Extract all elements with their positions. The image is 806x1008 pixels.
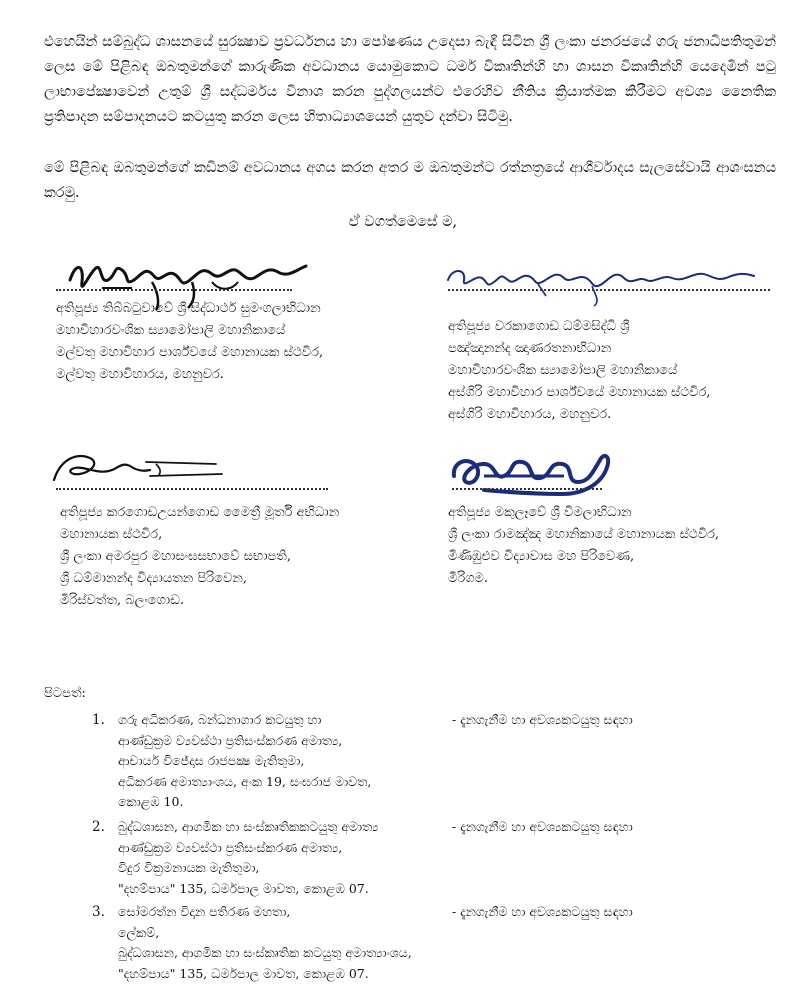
cc-address-line: බුද්ධශාසන, ආගමික හා සංස්කෘතික කටයුතු අමාත්‍යාංශය, — [118, 945, 412, 960]
signatory-3-line: ශ්‍රී ලංකා අමරපුර මහාසංඝසභාවේ සභාපති, — [60, 549, 291, 564]
cc-address-line: කොළඹ 10. — [118, 794, 184, 809]
signature-4-image — [444, 446, 634, 500]
signature-4-line — [452, 488, 602, 490]
signature-1-line — [56, 289, 292, 291]
signature-2-line — [448, 289, 770, 291]
closing-line: ඒ වගත්මෙසේ ම, — [348, 214, 458, 230]
signatory-2-line: මහාවිහාරවංශික ස්‍යාමෝපාලි මහානිකායේ — [448, 363, 678, 378]
cc-item-action: - දැනගැනීම හා අවශ්‍යකටයුතු සඳහා — [452, 904, 633, 919]
signature-2-image — [442, 256, 782, 308]
signatory-2-line: අස්ගිරි මහාවිහාර පාර්ශ්වයේ මහානායක ස්ථවිර, — [448, 385, 711, 400]
signatory-4-line: ශ්‍රී ලංකා රාමඤ්ඤ මහානිකායේ මහානායක ස්ථවිර, — [448, 527, 720, 542]
cc-item-number: 3. — [92, 904, 105, 920]
cc-address-line: ගරු අධිකරණ, බන්ධනාගාර කටයුතු හා — [118, 712, 322, 727]
cc-address-line: අධිකරණ අමාත්‍යාංශය, අංක 19, සංඝරාජ මාවත, — [118, 773, 372, 789]
signatory-1-line: මල්වතු මහාවිහාරය, මහනුවර. — [56, 367, 224, 382]
signatory-1-block — [56, 298, 323, 386]
signatory-4-line: මීරිගම. — [448, 571, 488, 586]
cc-item-action: - දැනගැනීම හා අවශ්‍යකටයුතු සඳහා — [452, 819, 633, 834]
cc-address-line: ආණ්ඩුක්‍රම ව්‍යවස්ථා ප්‍රතිසංස්කරණ අමාත්‍ය, — [118, 839, 343, 855]
cc-address-line: බුද්ධශාසන, ආගමික හා සංස්කෘතිකකටයුතු අමාත්‍ය — [118, 819, 379, 834]
cc-item-address — [118, 817, 379, 899]
cc-item-number: 1. — [92, 712, 105, 728]
signature-3-line — [56, 488, 328, 490]
cc-item-action: - දැනගැනීම හා අවශ්‍යකටයුතු සඳහා — [452, 712, 633, 727]
signatory-2-line: අතිපූජ්‍ය වරකාගොඩ ධම්මසිද්ධි ශ්‍රී — [448, 319, 630, 334]
signatory-2-line: පඤ්ඤානන්ද ඤාණරතනාභිධාන — [448, 341, 612, 356]
cc-item-number: 2. — [92, 819, 105, 835]
signatory-2-line: අස්ගිරි මහාවිහාරය, මහනුවර. — [448, 407, 612, 422]
signatory-3-block — [60, 502, 339, 612]
signatory-1-line: මහාවිහාරවංශික ස්‍යාමෝපාලි මහානිකායේ — [56, 323, 286, 338]
signatory-1-line: මල්වතු මහාවිහාර පාර්ශ්වයේ මහානායක ස්ථවිර, — [56, 345, 324, 360]
signature-3-image — [46, 440, 226, 490]
signatory-1-line: අතිපූජ්‍ය තිබ්බටුවාවේ ශ්‍රී සිද්ධාර්ථ සුමංගලාභිධාන — [56, 301, 321, 316]
cc-address-line: විදුර වික්‍රමනායක මැතිතුමා, — [118, 860, 260, 875]
cc-address-line: ආචාර්ය විජේදාස රාජපක්‍ෂ මැතිතුමා, — [118, 753, 305, 768]
body-paragraph-2: මේ පිළිබඳ ඔබතුමන්ගේ කඩිනම් අවධානය අගය කරන අතර ම ඔබතුමන්ට රත්නත්‍රයේ ආශීර්වාදය සැලසේවායි ආශංසනය කරමු. — [44, 160, 776, 201]
signatory-3-line: මහානායක ස්ථවිර, — [60, 527, 163, 542]
cc-address-line: සෝමරත්න විදාන පතිරණ මහතා, — [118, 904, 291, 919]
signatory-3-line: අතිපූජ්‍ය කරගොඩඋයන්ගොඩ මෛත්‍රී මූර්ති අභිධාන — [60, 505, 340, 520]
cc-address-line: "දහම්පාය" 135, ධර්මපාල මාවත, කොළඹ 07. — [118, 880, 369, 896]
signatory-2-block — [448, 316, 710, 426]
signatory-3-line: ශ්‍රී ධම්මානන්ද විද්‍යායතන පිරිවෙන, — [60, 571, 248, 586]
cc-address-line: ලේකම්, — [118, 924, 160, 940]
cc-address-line: ආණ්ඩුක්‍රම ව්‍යවස්ථා ප්‍රතිසංස්කරණ අමාත්‍ය, — [118, 732, 343, 748]
signatory-4-line: මිණිඹුළුව විද්‍යාවාස මහ පිරිවෙණ, — [448, 549, 635, 564]
cc-item-address — [118, 710, 371, 813]
cc-address-line: "දහම්පාය" 135, ධර්මපාල මාවත, කොළඹ 07. — [118, 965, 369, 981]
cc-item-address — [118, 902, 412, 984]
body-paragraph-1: එහෙයින් සම්බුද්ධ ශාසනයේ සුරක්‍ෂාව ප්‍රවර්ධනය හා පෝෂණය උදෙසා බැඳී සිටින ශ්‍රී ලංකා ජනරජයේ ගරු ජනාධිපතිතුමන් ලෙස මේ පිළිබඳ ඔබතුමන්ගේ කාරුණික අවධානය යොමුකොට ධර්ම විකෘතින්හි හා ශාසන විකෘතින්හි යෙදෙමින් පටු ලාභාපේක්‍ෂාවෙන් උතුම් ශ්‍රී සද්ධර්මය විනාශ කරන පුද්ගලයන්ට එරෙහිව නීතිය ක්‍රියාත්මක කිරීමට අවශ්‍ය නෛතික ප්‍රතිපාදන සම්පාදනයට කටයුතු කරන ලෙස හිතාධ්‍යාශයෙන් යුතුව දන්වා සිටිමු. — [44, 34, 776, 125]
signatory-3-line: මිරිස්වත්ත, බලංගොඩ. — [60, 593, 184, 608]
copies-label: පිටපත්: — [44, 686, 86, 701]
signatory-4-line: අතිපූජ්‍ය මකුලෑවේ ශ්‍රී විමලාභිධාන — [448, 505, 632, 520]
signatory-4-block — [448, 502, 719, 590]
